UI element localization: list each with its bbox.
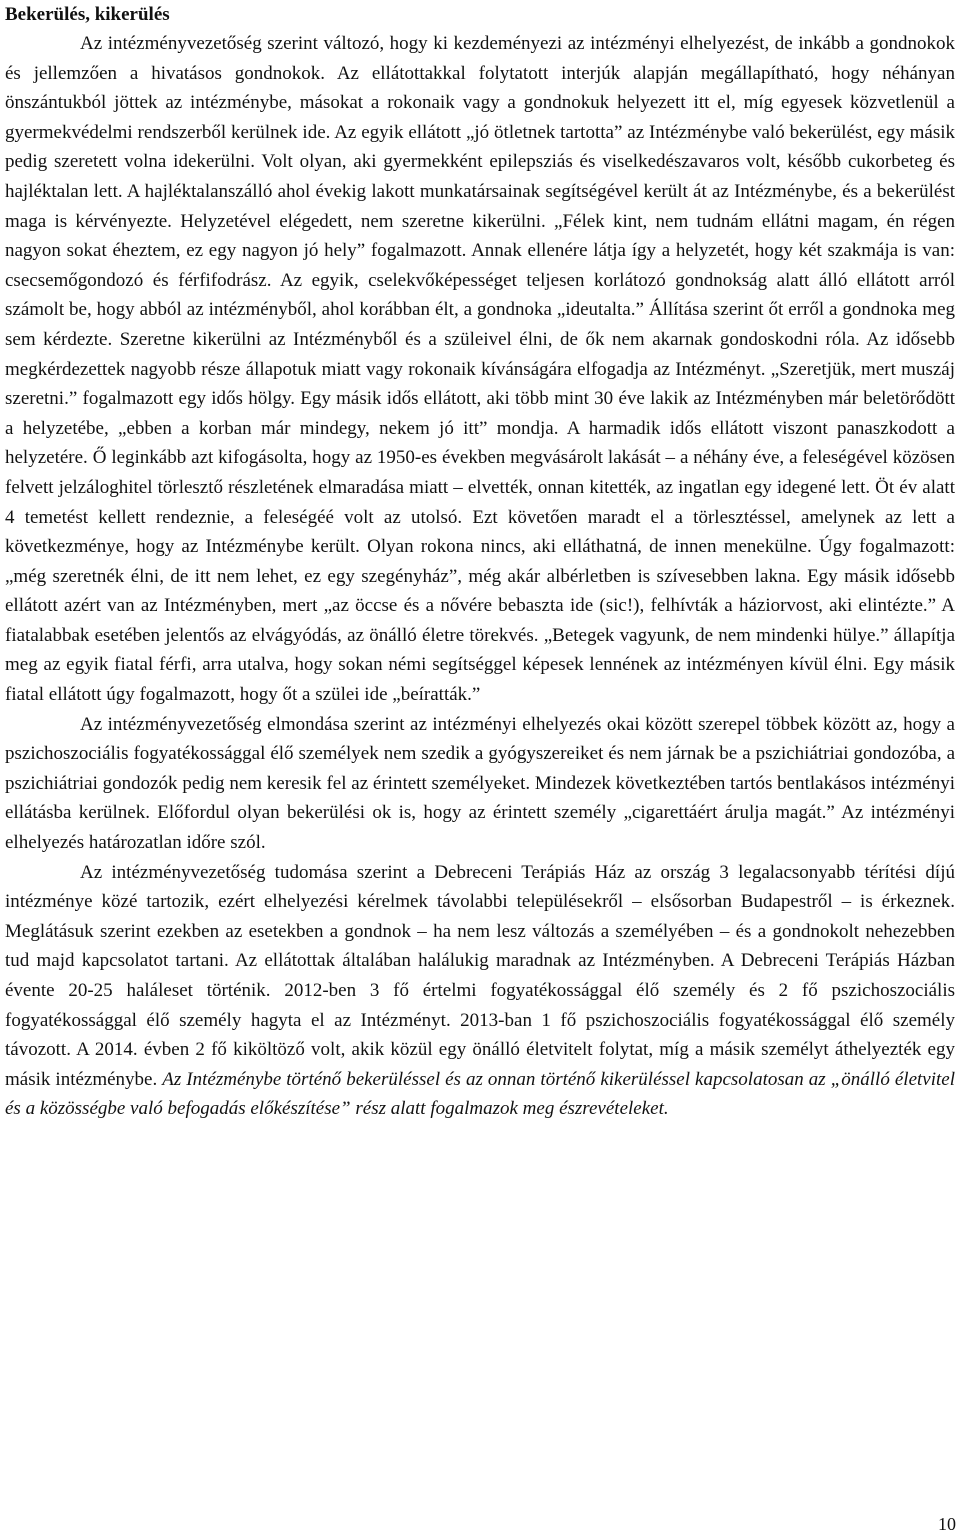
document-page (5, 0, 955, 1124)
paragraph-3-text: Az intézményvezetőség tudomása szerint a Debreceni Terápiás Ház az ország 3 legalacsonyabb térítési díjú intézménye közé tartozik, ezért elhelyezési kérelmek távolabbi településekről – elsősorban Budapestről – is érkeznek. Meglátásuk szerint ezekben az esetekben a gondnok – ha nem lesz változás a személyében – és a gondnokolt nehezebben tud majd kapcsolatot tartani. Az ellátottak általában halálukig maradnak az Intézményben. A Debreceni Terápiás Házban évente 20-25 haláleset történik. 2012-ben 3 fő értelmi fogyatékossággal élő személy és 2 fő pszichoszociális fogyatékossággal élő személy hagyta el az Intézményt. 2013-ban 1 fő pszichoszociális fogyatékossággal élő személy távozott. A 2014. évben 2 fő kiköltöző volt, akik közül egy önálló életvitelt folytat, míg a másik személyt áthelyezték egy másik intézménybe. (5, 861, 955, 1090)
section-heading: Bekerülés, kikerülés (5, 4, 170, 25)
paragraph-1: Az intézményvezetőség szerint változó, hogy ki kezdeményezi az intézményi elhelyezést, de inkább a gondnokok és jellemzően a hivatásos gondnokok. Az ellátottakkal folytatott interjúk alapján megállapítható, hogy néhányan önszántukból jöttek az intézménybe, másokat a rokonaik vagy a gondnokuk helyezett itt el, míg egyesek közvetlenül a gyermekvédelmi rendszerből kerülnek ide. Az egyik ellátott „jó ötletnek tartotta” az Intézménybe való bekerülést, egy másik pedig szeretett volna idekerülni. Volt olyan, aki gyermekként epilepsziás és viselkedészavaros volt, később cukorbeteg és hajléktalan lett. A hajléktalanszálló ahol évekig lakott munkatársainak segítségével került át az Intézménybe, és a bekerülést maga is kérvényezte. Helyzetével elégedett, nem szeretne kikerülni. „Félek kint, nem tudnám ellátni magam, én régen nagyon sokat éheztem, ez egy nagyon jó hely” fogalmazott. Annak ellenére látja így a helyzetét, hogy két szakmája is van: csecsemőgondozó és férfifodrász. Az egyik, cselekvőképességet teljesen korlátozó gondnokság alatt álló ellátott arról számolt be, hogy abból az intézményből, ahol korábban élt, a gondnoka „ideutalta.” Állítása szerint őt erről a gondnoka meg sem kérdezte. Szeretne kikerülni az Intézményből és a szüleivel élni, de ők nem akarnak gondoskodni róla. Az idősebb megkérdezettek nagyobb része állapotuk miatt vagy rokonaik kívánságára elfogadja az Intézményt. „Szeretjük, mert muszáj szeretni.” fogalmazott egy idős hölgy. Egy másik idős ellátott, aki több mint 30 éve lakik az Intézményben már beletörődött a helyzetébe, „ebben a korban már mindegy, nekem jó itt” mondja. A harmadik idős ellátott viszont panaszkodott a helyzetére. Ő leginkább azt kifogásolta, hogy az 1950-es években megvásárolt lakását – a néhány éve, a feleségével közösen felvett jelzáloghitel törlesztő részletének elmaradása miatt – elvették, onnan kitették, az ingatlan egy idegené lett. Öt év alatt 4 temetést kellett rendeznie, a feleségéé volt az utolsó. Ezt követően maradt el a törlesztéssel, amelynek az lett a következménye, hogy az Intézménybe került. Olyan rokona nincs, aki elláthatná, de innen menekülne. Úgy fogalmazott: „még szeretnék élni, de itt nem lehet, ez egy szegényház”, még akár albérletben is szívesebben lakna. Egy másik idősebb ellátott azért van az Intézményben, mert „az öccse és a nővére bebaszta ide (sic!), felhívták a háziorvost, aki elintézte.” A fiatalabbak esetében jelentős az elvágyódás, az önálló életre törekvés. „Betegek vagyunk, de nem mindenki hülye.” állapítja meg az egyik fiatal férfi, arra utalva, hogy sokan némi segítséggel képesek lennének az intézményen kívül élni. Egy másik fiatal ellátott úgy fogalmazott, hogy őt a szülei ide „beíratták.” (5, 33, 955, 706)
paragraph-3-italic-note: Az Intézménybe történő bekerüléssel és az onnan történő kikerüléssel kapcsolatosan az „önálló életvitel és a közösségbe való befogadás előkészítése” rész alatt fogalmazok meg észrevételeket. (5, 1068, 955, 1120)
paragraph-3 (5, 858, 955, 1124)
page-number: 10 (938, 1514, 956, 1534)
paragraph-2: Az intézményvezetőség elmondása szerint az intézményi elhelyezés okai között szerepel többek között az, hogy a pszichoszociális fogyatékossággal élő személyek nem szedik a gyógyszereiket és nem járnak be a pszichiátriai gondozóba, a pszichiátriai gondozók pedig nem keresik fel az érintett személyeket. Mindezek következtében tartós bentlakásos intézményi ellátásba kerülnek. Előfordul olyan bekerülési ok is, hogy az érintett személy „cigarettáért árulja magát.” Az intézményi elhelyezés határozatlan időre szól. (5, 713, 955, 854)
